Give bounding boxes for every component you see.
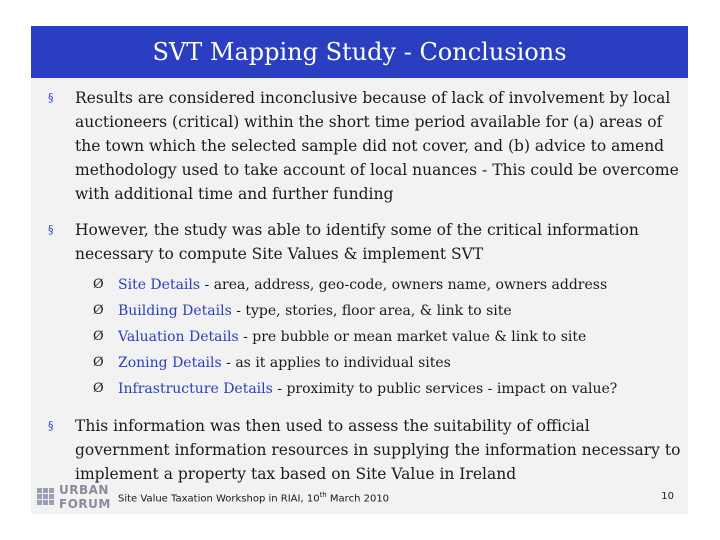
slide-content bbox=[48, 86, 684, 486]
urban-forum-logo bbox=[37, 484, 117, 512]
sub-bullet-item bbox=[93, 272, 684, 298]
arrow-bullet-icon: Ø bbox=[93, 303, 104, 318]
square-bullet-icon: § bbox=[48, 419, 54, 432]
page-number: 10 bbox=[661, 491, 674, 502]
sub-bullet-label: Site Details bbox=[118, 277, 201, 293]
arrow-bullet-icon: Ø bbox=[93, 381, 104, 396]
logo-line-2: FORUM bbox=[59, 497, 111, 511]
bullet-item bbox=[48, 86, 684, 206]
arrow-bullet-icon: Ø bbox=[93, 277, 104, 292]
bullet-text: Results are considered inconclusive because of lack of involvement by local auctioneers (critical) within the short time period available for (a) areas of the town which the selected sample did not cover, and (b) advice to amend methodology used to take account of local nuances - This could be overcome with additional time and further funding bbox=[75, 89, 679, 203]
arrow-bullet-icon: Ø bbox=[93, 329, 104, 344]
sub-bullet-text: - pre bubble or mean market value & link to site bbox=[238, 329, 587, 345]
bullet-text: This information was then used to assess the suitability of official government information resources in supplying the information necessary to implement a property tax based on Site Value in Ireland bbox=[75, 417, 681, 483]
footer-caption-sup: th bbox=[319, 491, 327, 499]
square-bullet-icon: § bbox=[48, 223, 54, 236]
bullet-item bbox=[48, 218, 684, 402]
sub-bullet-label: Valuation Details bbox=[118, 329, 239, 345]
sub-bullet-label: Building Details bbox=[118, 303, 232, 319]
sub-bullet-text: - type, stories, floor area, & link to site bbox=[231, 303, 512, 319]
sub-bullet-list bbox=[93, 272, 684, 402]
sub-bullet-item bbox=[93, 298, 684, 324]
sub-bullet-label: Infrastructure Details bbox=[118, 381, 273, 397]
logo-grid-icon bbox=[37, 488, 54, 505]
sub-bullet-item bbox=[93, 324, 684, 350]
arrow-bullet-icon: Ø bbox=[93, 355, 104, 370]
logo-line-1: URBAN bbox=[59, 483, 109, 497]
sub-bullet-text: - area, address, geo-code, owners name, owners address bbox=[200, 277, 608, 293]
footer-caption bbox=[118, 491, 389, 504]
bullet-text: However, the study was able to identify some of the critical information necessary to compute Site Values & implement SVT bbox=[75, 221, 639, 263]
bullet-item bbox=[48, 414, 684, 486]
footer-caption-end: March 2010 bbox=[326, 493, 390, 505]
slide-title: SVT Mapping Study - Conclusions bbox=[31, 26, 688, 78]
square-bullet-icon: § bbox=[48, 91, 54, 104]
sub-bullet-item bbox=[93, 376, 684, 402]
logo-text bbox=[59, 484, 111, 510]
sub-bullet-text: - as it applies to individual sites bbox=[221, 355, 451, 371]
sub-bullet-label: Zoning Details bbox=[118, 355, 222, 371]
sub-bullet-text: - proximity to public services - impact on value? bbox=[272, 381, 618, 397]
sub-bullet-item bbox=[93, 350, 684, 376]
footer-caption-main: Site Value Taxation Workshop in RIAI, 10 bbox=[118, 493, 320, 505]
